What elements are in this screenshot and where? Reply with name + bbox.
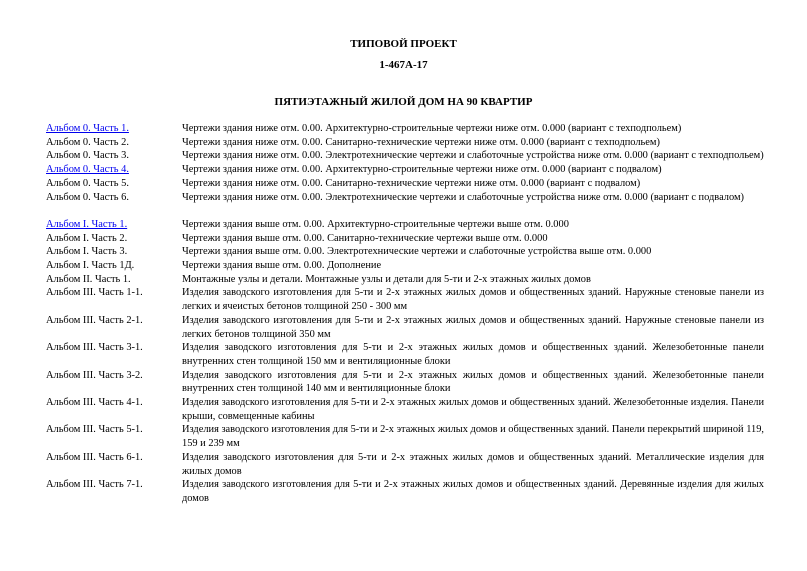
album-description: Чертежи здания ниже отм. 0.00. Электротехнические чертежи и слаботочные устройства ниже отм. 0.000 (вариант с техподпольем) <box>182 150 764 162</box>
album-row <box>46 314 764 341</box>
album-label: Альбом III. Часть 2-1. <box>46 314 143 326</box>
album-label: Альбом III. Часть 3-1. <box>46 342 143 354</box>
album-list <box>46 122 764 506</box>
album-label: Альбом III. Часть 6-1. <box>46 451 143 463</box>
album-row <box>46 149 764 163</box>
album-row <box>46 369 764 396</box>
album-description: Изделия заводского изготовления для 5-ти и 2-х этажных жилых домов и общественных зданий. Железобетонные панели внутренних стен толщиной 150 мм и вентиляционные блоки <box>182 342 764 367</box>
album-label: Альбом 0. Часть 2. <box>46 136 129 148</box>
album-description: Изделия заводского изготовления для 5-ти и 2-х этажных жилых домов и общественных зданий. Наружные стеновые панели из легких бетонов толщиной 350 мм <box>182 314 764 340</box>
album-label: Альбом I. Часть 1Д. <box>46 260 135 272</box>
album-description: Чертежи здания ниже отм. 0.00. Архитектурно-строительные чертежи ниже отм. 0.000 (вариант с техподпольем) <box>182 123 682 134</box>
album-label: Альбом III. Часть 1-1. <box>46 287 143 299</box>
album-description: Чертежи здания выше отм. 0.00. Электротехнические чертежи и слаботочные устройства выше отм. 0.000 <box>182 246 652 258</box>
album-label: Альбом I. Часть 2. <box>46 232 128 244</box>
album-row <box>46 218 764 232</box>
album-row <box>46 478 764 505</box>
project-number: 1-467А-17 <box>379 59 428 71</box>
album-description: Чертежи здания ниже отм. 0.00. Электротехнические чертежи и слаботочные устройства ниже отм. 0.000 (вариант с подвалом) <box>182 191 744 203</box>
album-label: Альбом 0. Часть 6. <box>46 191 129 203</box>
album-label: Альбом III. Часть 4-1. <box>46 397 143 409</box>
album-link[interactable]: Альбом 0. Часть 4. <box>46 164 129 176</box>
album-description: Чертежи здания ниже отм. 0.00. Санитарно-технические чертежи ниже отм. 0.000 (вариант с техподпольем) <box>182 136 660 148</box>
album-row <box>46 273 764 287</box>
album-description: Чертежи здания выше отм. 0.00. Санитарно-технические чертежи выше отм. 0.000 <box>182 232 548 244</box>
album-description: Изделия заводского изготовления для 5-ти и 2-х этажных жилых домов и общественных зданий. Металлические изделия для жилых домов <box>182 451 764 477</box>
album-description: Изделия заводского изготовления для 5-ти и 2-х этажных жилых домов и общественных зданий. Железобетонные изделия. Панели крыши, совмещенные кабины <box>182 397 764 422</box>
album-row <box>46 245 764 259</box>
album-description: Изделия заводского изготовления для 5-ти и 2-х этажных жилых домов и общественных зданий. Железобетонные панели внутренних стен толщиной 140 мм и вентиляционные блоки <box>182 369 764 395</box>
album-label: Альбом III. Часть 7-1. <box>46 479 143 491</box>
album-row <box>46 163 764 177</box>
album-row <box>46 136 764 150</box>
album-link[interactable]: Альбом I. Часть 1. <box>46 218 128 230</box>
album-row <box>46 122 764 136</box>
album-description: Изделия заводского изготовления для 5-ти и 2-х этажных жилых домов и общественных зданий. Наружные стеновые панели из легких и ячеистых бетонов толщиной 250 - 300 мм <box>182 287 764 313</box>
album-row <box>46 232 764 246</box>
album-row <box>46 286 764 313</box>
album-description: Чертежи здания выше отм. 0.00. Архитектурно-строительные чертежи выше отм. 0.000 <box>182 218 569 230</box>
album-row <box>46 191 764 205</box>
album-label: Альбом II. Часть 1. <box>46 273 131 285</box>
album-link[interactable]: Альбом 0. Часть 1. <box>46 123 129 134</box>
album-label: Альбом I. Часть 3. <box>46 246 128 258</box>
album-row <box>46 423 764 450</box>
album-description: Монтажные узлы и детали. Монтажные узлы и детали для 5-ти и 2-х этажных жилых домов <box>182 273 591 285</box>
album-description: Чертежи здания выше отм. 0.00. Дополнение <box>182 260 382 272</box>
album-row <box>46 451 764 478</box>
album-label: Альбом III. Часть 5-1. <box>46 424 143 436</box>
document-heading-type: ТИПОВОЙ ПРОЕКТ <box>350 38 457 50</box>
album-label: Альбом 0. Часть 5. <box>46 177 129 189</box>
album-row <box>46 396 764 423</box>
album-description: Чертежи здания ниже отм. 0.00. Санитарно-технические чертежи ниже отм. 0.000 (вариант с подвалом) <box>182 177 641 189</box>
album-label: Альбом 0. Часть 3. <box>46 150 129 162</box>
album-row <box>46 341 764 368</box>
project-title: ПЯТИЭТАЖНЫЙ ЖИЛОЙ ДОМ НА 90 КВАРТИР <box>274 96 533 108</box>
album-description: Изделия заводского изготовления для 5-ти и 2-х этажных жилых домов и общественных зданий. Деревянные изделия для жилых домов <box>182 479 764 504</box>
album-label: Альбом III. Часть 3-2. <box>46 369 143 381</box>
album-description: Изделия заводского изготовления для 5-ти и 2-х этажных жилых домов и общественных зданий. Панели перекрытий шириной 119, 159 и 239 мм <box>182 424 764 450</box>
album-description: Чертежи здания ниже отм. 0.00. Архитектурно-строительные чертежи ниже отм. 0.000 (вариант с подвалом) <box>182 164 662 176</box>
album-row <box>46 177 764 191</box>
album-row <box>46 259 764 273</box>
